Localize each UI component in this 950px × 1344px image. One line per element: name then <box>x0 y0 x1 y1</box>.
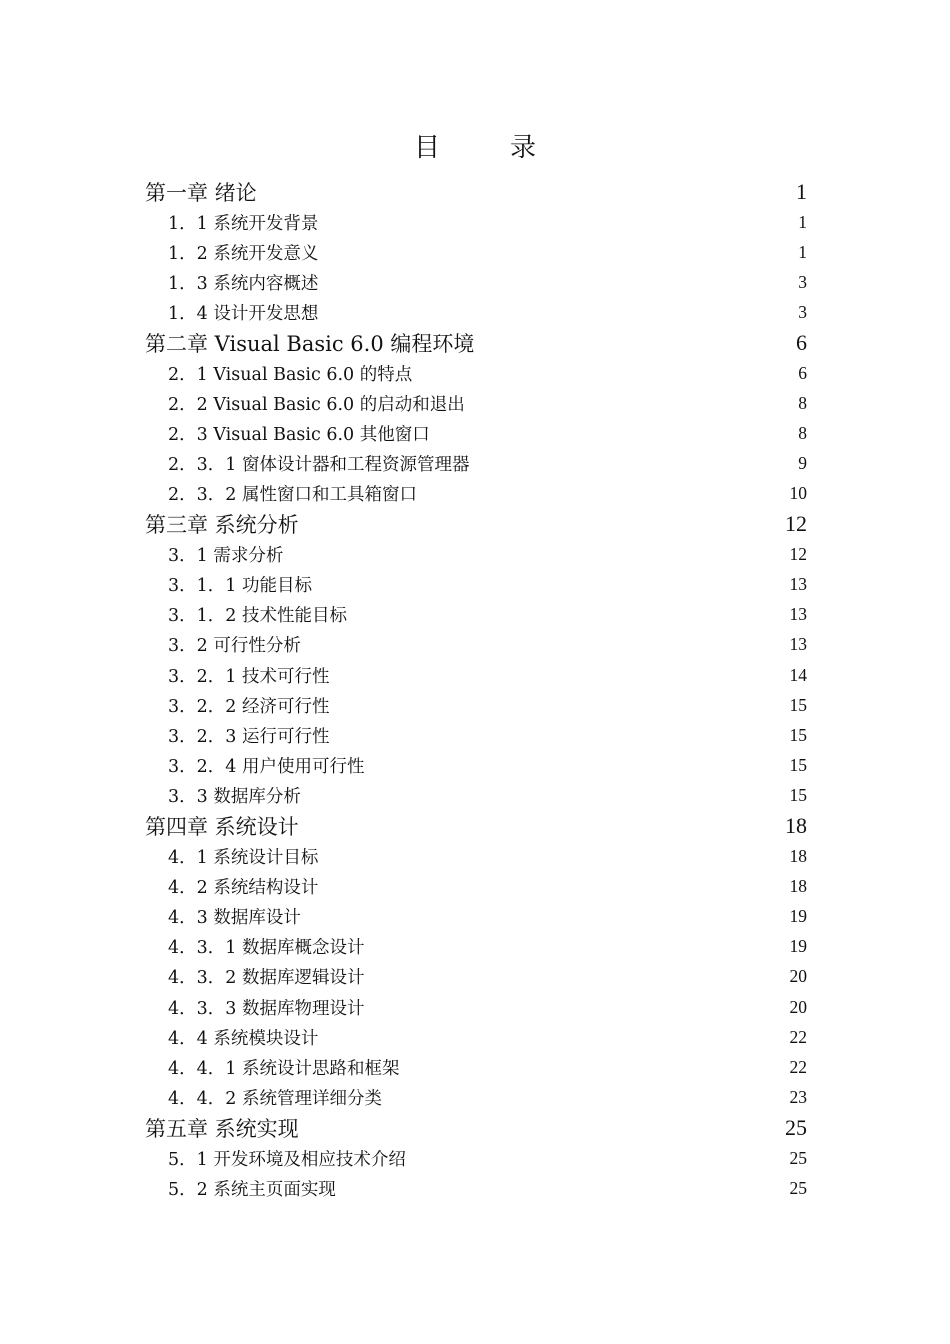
toc-page-number: 22 <box>789 1057 807 1078</box>
toc-section-entry[interactable] <box>145 690 807 720</box>
toc-entry-text: 5．2 系统主页面实现 <box>168 1179 336 1200</box>
toc-section-entry[interactable] <box>145 1022 807 1052</box>
toc-entry-text: 4．2 系统结构设计 <box>168 877 319 898</box>
toc-section-entry[interactable] <box>145 600 807 630</box>
toc-entry-text: 第四章 系统设计 <box>145 815 299 840</box>
toc-entry-text: 4．3．3 数据库物理设计 <box>168 998 365 1019</box>
toc-page-number: 6 <box>796 330 807 356</box>
toc-section-entry[interactable] <box>145 751 807 781</box>
toc-section-entry[interactable] <box>145 207 807 237</box>
toc-page-number: 25 <box>785 1114 807 1140</box>
toc-entry-text: 4．4．1 系统设计思路和框架 <box>168 1059 400 1080</box>
toc-page-number: 18 <box>789 845 807 866</box>
toc-page-number: 15 <box>789 785 807 806</box>
toc-section-entry[interactable] <box>145 992 807 1022</box>
toc-chapter-entry[interactable] <box>145 509 807 539</box>
toc-section-entry[interactable] <box>145 388 807 418</box>
toc-page-number: 8 <box>798 423 807 444</box>
toc-section-entry[interactable] <box>145 449 807 479</box>
toc-page-number: 15 <box>789 724 807 745</box>
toc-page-number: 12 <box>789 543 807 564</box>
toc-entry-text: 1．3 系统内容概述 <box>168 274 319 295</box>
toc-page-number: 19 <box>789 906 807 927</box>
toc-page-number: 9 <box>798 453 807 474</box>
toc-page-number: 18 <box>785 813 807 839</box>
toc-entry-text: 2．3 Visual Basic 6.0 其他窗口 <box>168 425 430 446</box>
toc-entry-text: 4．3．2 数据库逻辑设计 <box>168 968 365 989</box>
table-of-contents <box>145 177 807 1203</box>
toc-page-number: 25 <box>789 1147 807 1168</box>
toc-page-number: 13 <box>789 604 807 625</box>
toc-page-number: 1 <box>796 179 807 205</box>
toc-page-number: 20 <box>789 996 807 1017</box>
toc-page-number: 25 <box>789 1177 807 1198</box>
toc-entry-text: 2．3．2 属性窗口和工具箱窗口 <box>168 485 417 506</box>
toc-section-entry[interactable] <box>145 630 807 660</box>
toc-section-entry[interactable] <box>145 479 807 509</box>
toc-page-number: 12 <box>785 511 807 537</box>
toc-section-entry[interactable] <box>145 962 807 992</box>
toc-entry-text: 第二章 Visual Basic 6.0 编程环境 <box>145 332 475 357</box>
toc-entry-text: 5．1 开发环境及相应技术介绍 <box>168 1149 406 1170</box>
toc-page-number: 10 <box>789 483 807 504</box>
toc-section-entry[interactable] <box>145 237 807 267</box>
toc-entry-text: 1．4 设计开发思想 <box>168 304 319 325</box>
toc-entry-text: 4．3 数据库设计 <box>168 908 301 929</box>
toc-page-number: 3 <box>798 272 807 293</box>
toc-entry-text: 4．1 系统设计目标 <box>168 847 319 868</box>
toc-section-entry[interactable] <box>145 268 807 298</box>
toc-entry-text: 4．4 系统模块设计 <box>168 1028 319 1049</box>
toc-entry-text: 3．2 可行性分析 <box>168 636 301 657</box>
toc-section-entry[interactable] <box>145 539 807 569</box>
toc-section-entry[interactable] <box>145 781 807 811</box>
toc-page-number: 14 <box>789 664 807 685</box>
toc-section-entry[interactable] <box>145 871 807 901</box>
toc-section-entry[interactable] <box>145 569 807 599</box>
toc-chapter-entry[interactable] <box>145 177 807 207</box>
toc-page-number: 13 <box>789 634 807 655</box>
toc-entry-text: 3．2．2 经济可行性 <box>168 696 330 717</box>
toc-entry-text: 第一章 绪论 <box>145 181 257 206</box>
toc-entry-text: 2．1 Visual Basic 6.0 的特点 <box>168 364 413 385</box>
toc-entry-text: 第三章 系统分析 <box>145 513 299 538</box>
toc-chapter-entry[interactable] <box>145 1113 807 1143</box>
toc-page-number: 19 <box>789 936 807 957</box>
toc-entry-text: 3．1 需求分析 <box>168 545 284 566</box>
toc-entry-text: 3．2．4 用户使用可行性 <box>168 757 365 778</box>
toc-section-entry[interactable] <box>145 841 807 871</box>
toc-section-entry[interactable] <box>145 1083 807 1113</box>
toc-chapter-entry[interactable] <box>145 328 807 358</box>
toc-entry-text: 3．1．1 功能目标 <box>168 576 312 597</box>
toc-entry-text: 3．2．1 技术可行性 <box>168 666 330 687</box>
toc-page-number: 15 <box>789 755 807 776</box>
toc-entry-text: 3．1．2 技术性能目标 <box>168 606 347 627</box>
toc-entry-text: 3．2．3 运行可行性 <box>168 726 330 747</box>
toc-entry-text: 2．3．1 窗体设计器和工程资源管理器 <box>168 455 470 476</box>
toc-title: 目 录 <box>413 133 558 163</box>
toc-page-number: 15 <box>789 694 807 715</box>
toc-page-number: 13 <box>789 574 807 595</box>
toc-section-entry[interactable] <box>145 419 807 449</box>
toc-page-number: 20 <box>789 966 807 987</box>
toc-page-number: 18 <box>789 875 807 896</box>
toc-section-entry[interactable] <box>145 358 807 388</box>
toc-page-number: 3 <box>798 302 807 323</box>
toc-section-entry[interactable] <box>145 298 807 328</box>
toc-entry-text: 2．2 Visual Basic 6.0 的启动和退出 <box>168 394 465 415</box>
toc-section-entry[interactable] <box>145 902 807 932</box>
toc-page-number: 1 <box>798 211 807 232</box>
toc-section-entry[interactable] <box>145 1052 807 1082</box>
toc-entry-text: 第五章 系统实现 <box>145 1116 299 1141</box>
toc-section-entry[interactable] <box>145 720 807 750</box>
toc-page-number: 8 <box>798 392 807 413</box>
toc-page-number: 1 <box>798 241 807 262</box>
toc-chapter-entry[interactable] <box>145 811 807 841</box>
toc-page-number: 22 <box>789 1026 807 1047</box>
toc-entry-text: 1．1 系统开发背景 <box>168 213 319 234</box>
toc-section-entry[interactable] <box>145 1173 807 1203</box>
toc-entry-text: 4．4．2 系统管理详细分类 <box>168 1089 382 1110</box>
toc-section-entry[interactable] <box>145 660 807 690</box>
toc-entry-text: 3．3 数据库分析 <box>168 787 301 808</box>
toc-entry-text: 4．3．1 数据库概念设计 <box>168 938 365 959</box>
toc-page-number: 23 <box>789 1087 807 1108</box>
toc-page-number: 6 <box>798 362 807 383</box>
toc-section-entry[interactable] <box>145 932 807 962</box>
toc-section-entry[interactable] <box>145 1143 807 1173</box>
toc-entry-text: 1．2 系统开发意义 <box>168 243 319 264</box>
